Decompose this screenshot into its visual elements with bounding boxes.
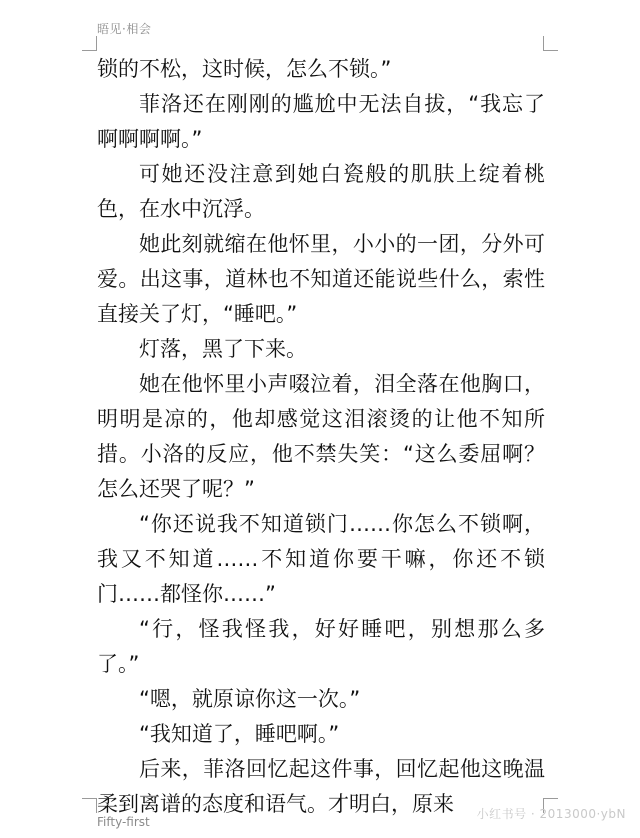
paragraph: 菲洛还在刚刚的尴尬中无法自拔，“我忘了啊啊啊啊。” [97, 92, 545, 151]
page-footer-label: Fifty-first [97, 815, 150, 829]
paragraph: 她此刻就缩在他怀里，小小的一团，分外可爱。出这事，道林也不知道还能说些什么，索性直接关了灯，“睡吧。” [97, 232, 545, 326]
page-header-title: 晤见·相会 [97, 22, 152, 36]
crop-mark-bottom-left [82, 798, 97, 813]
paragraph: 灯落，黑了下来。 [139, 337, 307, 361]
paragraph: “我知道了，睡吧啊。” [139, 722, 340, 746]
paragraph: “你还说我不知道锁门……你怎么不锁啊，我又不知道……不知道你要干嘛，你还不锁门……都怪你……” [97, 512, 545, 606]
crop-mark-top-right [543, 36, 558, 51]
watermark-text: 小红书号 · 2013000·ybN [476, 807, 626, 821]
paragraph: “行，怪我怪我，好好睡吧，别想那么多了。” [97, 617, 545, 676]
paragraph: 可她还没注意到她白瓷般的肌肤上绽着桃色，在水中沉浮。 [97, 162, 545, 221]
crop-mark-top-left [82, 36, 97, 51]
paragraph: “嗯，就原谅你这一次。” [139, 687, 361, 711]
paragraph: 锁的不松，这时候，怎么不锁。” [97, 57, 392, 81]
paragraph: 她在他怀里小声啜泣着，泪全落在他胸口，明明是凉的，他却感觉这泪滚烫的让他不知所措。小洛的反应，他不禁失笑：“这么委屈啊？怎么还哭了呢？” [97, 372, 545, 501]
page-body [97, 52, 545, 822]
paragraph: 后来，菲洛回忆起这件事，回忆起他这晚温柔到离谱的态度和语气。才明白，原来 [97, 757, 545, 816]
